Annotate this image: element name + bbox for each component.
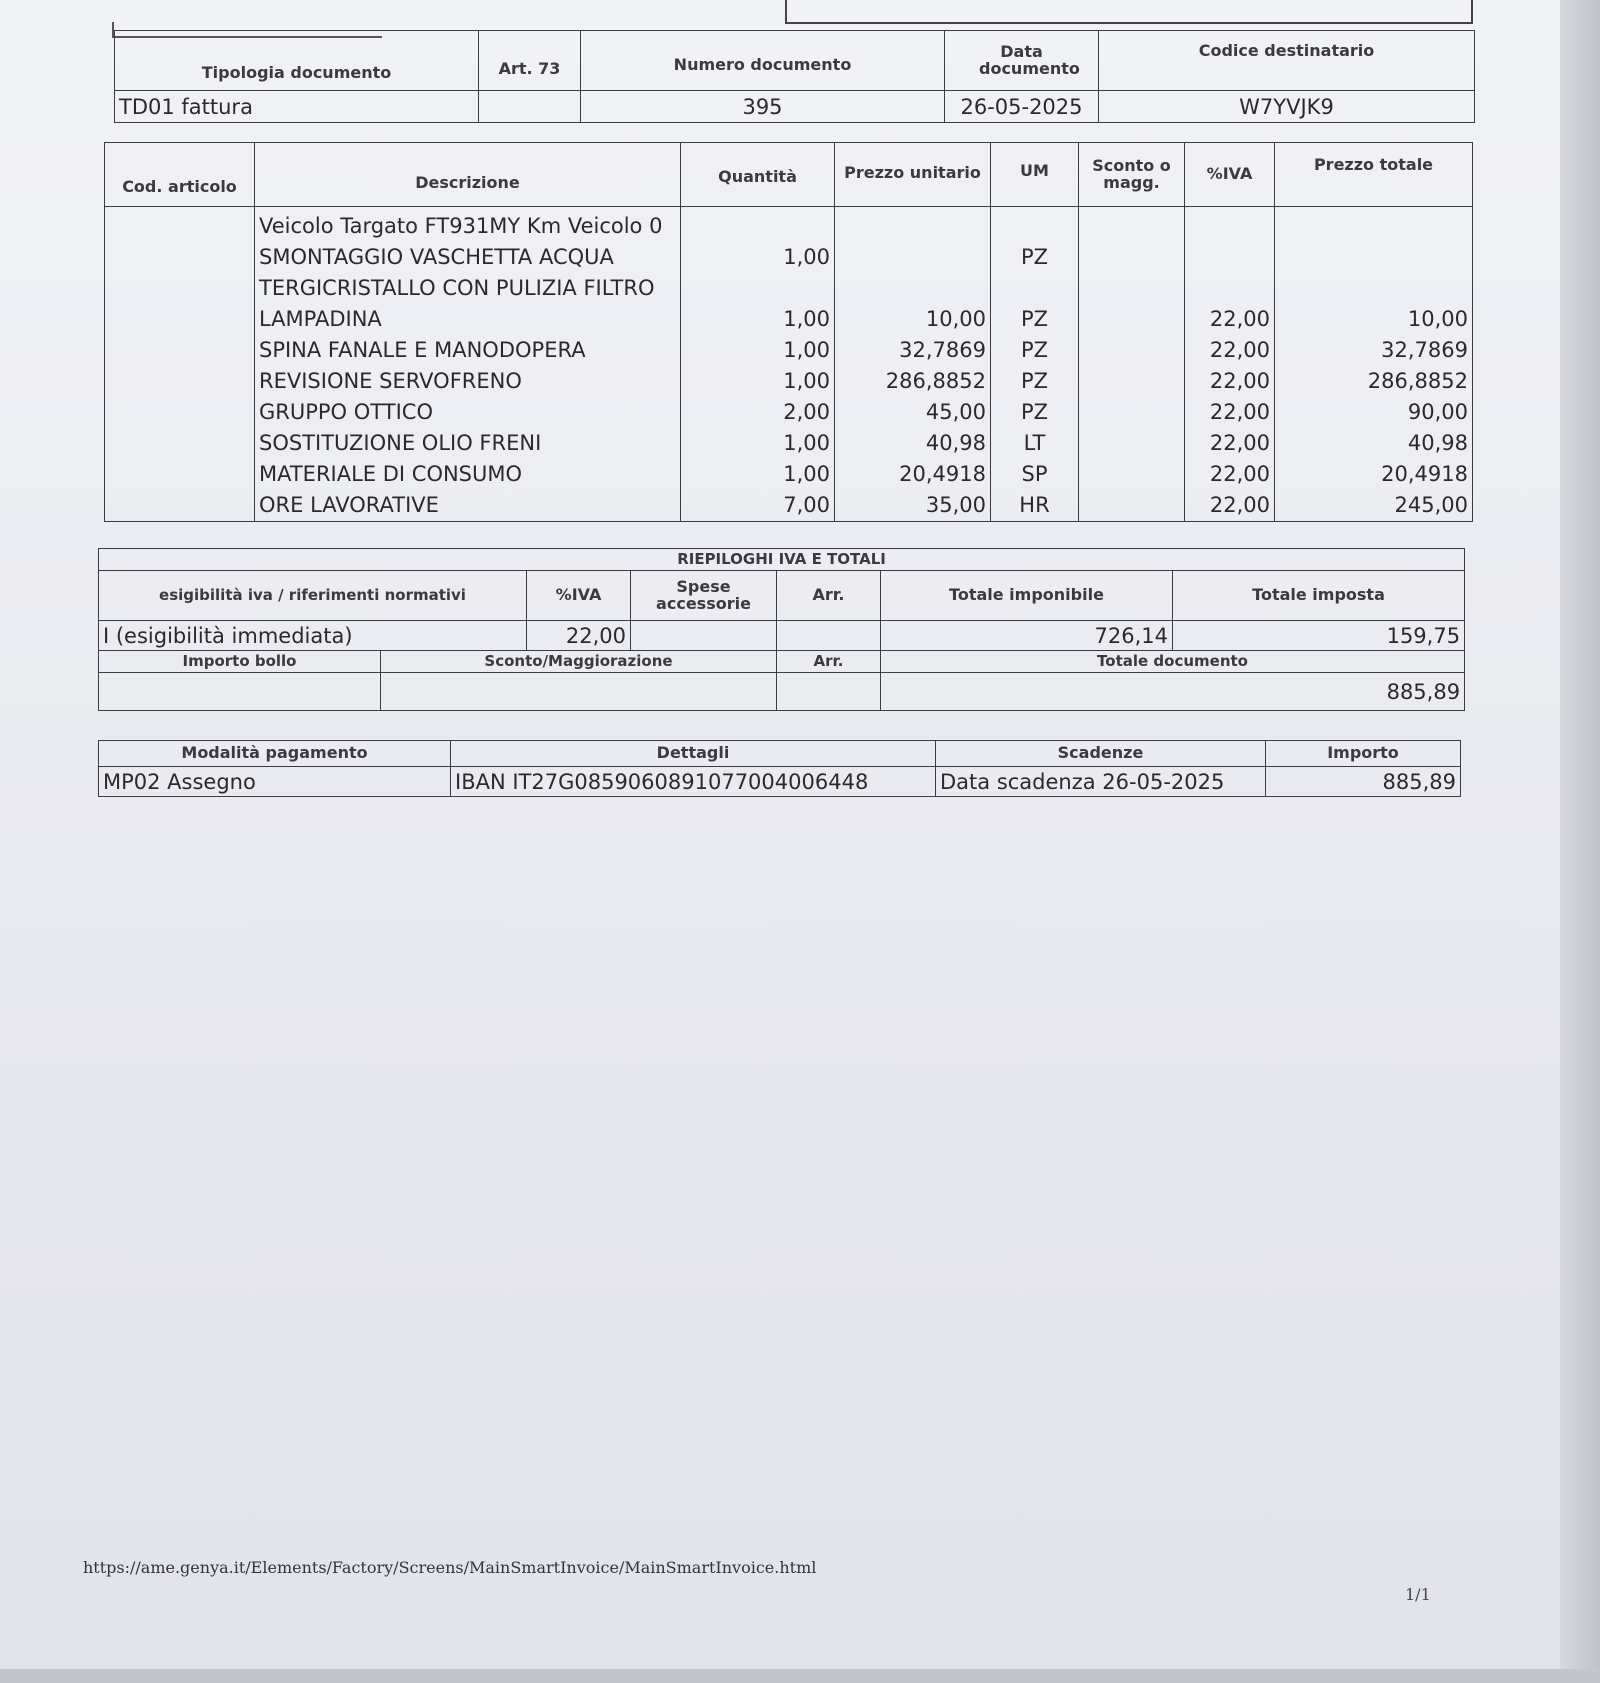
item-qty: 1,00 bbox=[783, 338, 830, 362]
item-iva: 22,00 bbox=[1209, 462, 1270, 486]
header-data-value: 26-05-2025 bbox=[945, 91, 1099, 123]
summary-sconto-value bbox=[381, 673, 777, 711]
item-qty bbox=[685, 273, 830, 304]
items-col-iva: %IVA bbox=[1185, 143, 1275, 207]
item-iva: 22,00 bbox=[1209, 369, 1270, 393]
summary-imponibile-value: 726,14 bbox=[881, 621, 1173, 651]
item-um: PZ bbox=[1020, 338, 1049, 362]
item-qty: 1,00 bbox=[783, 431, 830, 455]
summary-esigibilita-value: I (esigibilità immediata) bbox=[99, 621, 527, 651]
item-total: 20,4918 bbox=[1381, 462, 1468, 486]
item-um: LT bbox=[1023, 431, 1046, 455]
summary-col-spese: Spese accessorie bbox=[631, 571, 777, 621]
item-price bbox=[839, 211, 986, 242]
item-um bbox=[995, 211, 1074, 242]
item-um: PZ bbox=[1020, 400, 1049, 424]
items-col-cod: Cod. articolo bbox=[105, 143, 255, 207]
item-price bbox=[839, 273, 986, 304]
item-total: 32,7869 bbox=[1381, 338, 1468, 362]
summary-bollo-value bbox=[99, 673, 381, 711]
summary-imposta-value: 159,75 bbox=[1173, 621, 1465, 651]
item-price: 20,4918 bbox=[899, 462, 986, 486]
summary-col-bollo: Importo bollo bbox=[99, 651, 381, 673]
item-iva: 22,00 bbox=[1209, 338, 1270, 362]
items-col-sconto: Sconto o magg. bbox=[1079, 143, 1185, 207]
payment-modalita-value: MP02 Assegno bbox=[99, 767, 451, 797]
payment-dettagli-value: IBAN IT27G0859060891077004006448 bbox=[451, 767, 936, 797]
header-col-tipologia: Tipologia documento bbox=[115, 31, 479, 91]
items-desc-column bbox=[255, 207, 681, 522]
item-desc: REVISIONE SERVOFRENO bbox=[259, 369, 522, 393]
items-table bbox=[104, 142, 1473, 522]
header-col-art73: Art. 73 bbox=[479, 31, 581, 91]
summary-spese-value bbox=[631, 621, 777, 651]
payment-col-modalita: Modalità pagamento bbox=[99, 741, 451, 767]
item-total bbox=[1279, 273, 1468, 304]
item-um: SP bbox=[1021, 462, 1048, 486]
top-box-border bbox=[785, 0, 1473, 24]
summary-title: RIEPILOGHI IVA E TOTALI bbox=[99, 549, 1465, 571]
header-col-numero: Numero documento bbox=[581, 31, 945, 91]
item-price: 10,00 bbox=[925, 307, 986, 331]
items-col-quantita: Quantità bbox=[681, 143, 835, 207]
payment-table bbox=[98, 740, 1461, 797]
items-col-descrizione: Descrizione bbox=[255, 143, 681, 207]
item-total: 286,8852 bbox=[1367, 369, 1468, 393]
header-codice-value: W7YVJK9 bbox=[1099, 91, 1475, 123]
payment-col-scadenze: Scadenze bbox=[936, 741, 1266, 767]
item-iva bbox=[1189, 211, 1270, 242]
item-iva bbox=[1189, 273, 1270, 304]
item-price: 286,8852 bbox=[885, 369, 986, 393]
item-iva: 22,00 bbox=[1209, 493, 1270, 517]
item-qty bbox=[685, 211, 830, 242]
payment-col-importo: Importo bbox=[1266, 741, 1461, 767]
items-col-um: UM bbox=[991, 143, 1079, 207]
document-header-table bbox=[114, 30, 1475, 123]
item-iva bbox=[1189, 242, 1270, 273]
item-total: 245,00 bbox=[1394, 493, 1468, 517]
item-desc: LAMPADINA bbox=[259, 307, 382, 331]
summary-col-sconto: Sconto/Maggiorazione bbox=[381, 651, 777, 673]
summary-col-imposta: Totale imposta bbox=[1173, 571, 1465, 621]
items-iva-column bbox=[1185, 207, 1275, 522]
item-iva: 22,00 bbox=[1209, 431, 1270, 455]
items-qty-column bbox=[681, 207, 835, 522]
items-col-prezzo-totale: Prezzo totale bbox=[1275, 143, 1473, 207]
item-desc: SOSTITUZIONE OLIO FRENI bbox=[259, 431, 542, 455]
items-col-prezzo-unitario: Prezzo unitario bbox=[835, 143, 991, 207]
summary-col-arr: Arr. bbox=[777, 571, 881, 621]
item-um: PZ bbox=[1020, 245, 1049, 269]
item-desc: MATERIALE DI CONSUMO bbox=[259, 462, 523, 486]
item-total bbox=[1279, 242, 1468, 273]
item-iva: 22,00 bbox=[1209, 307, 1270, 331]
item-um: PZ bbox=[1020, 369, 1049, 393]
payment-importo-value: 885,89 bbox=[1266, 767, 1461, 797]
header-art73-value bbox=[479, 91, 581, 123]
item-desc: SMONTAGGIO VASCHETTA ACQUA bbox=[259, 245, 614, 269]
items-cod-column bbox=[105, 207, 255, 522]
item-iva: 22,00 bbox=[1209, 400, 1270, 424]
summary-col-iva: %IVA bbox=[527, 571, 631, 621]
vat-summary-table bbox=[98, 548, 1465, 711]
item-total: 90,00 bbox=[1407, 400, 1468, 424]
summary-col-esigibilita: esigibilità iva / riferimenti normativi bbox=[99, 571, 527, 621]
summary-col-arr2: Arr. bbox=[777, 651, 881, 673]
header-numero-value: 395 bbox=[581, 91, 945, 123]
item-qty: 7,00 bbox=[783, 493, 830, 517]
page-number: 1/1 bbox=[1405, 1585, 1431, 1604]
header-tipologia-value: TD01 fattura bbox=[115, 91, 479, 123]
item-qty: 1,00 bbox=[783, 245, 830, 269]
item-desc: SPINA FANALE E MANODOPERA bbox=[259, 338, 586, 362]
summary-iva-value: 22,00 bbox=[527, 621, 631, 651]
summary-col-totale-documento: Totale documento bbox=[881, 651, 1465, 673]
header-col-data: Data documento bbox=[945, 31, 1099, 91]
items-um-column bbox=[991, 207, 1079, 522]
item-desc: ORE LAVORATIVE bbox=[259, 493, 439, 517]
summary-totale-documento-value: 885,89 bbox=[881, 673, 1465, 711]
item-total: 10,00 bbox=[1407, 307, 1468, 331]
item-um bbox=[995, 273, 1074, 304]
item-qty: 1,00 bbox=[783, 307, 830, 331]
payment-scadenze-value: Data scadenza 26-05-2025 bbox=[936, 767, 1266, 797]
header-col-codice: Codice destinatario bbox=[1099, 31, 1475, 91]
summary-arr-value bbox=[777, 621, 881, 651]
item-desc: TERGICRISTALLO CON PULIZIA FILTRO bbox=[259, 276, 655, 300]
summary-col-imponibile: Totale imponibile bbox=[881, 571, 1173, 621]
item-price: 45,00 bbox=[925, 400, 986, 424]
item-um: HR bbox=[1019, 493, 1050, 517]
item-total: 40,98 bbox=[1407, 431, 1468, 455]
item-um: PZ bbox=[1020, 307, 1049, 331]
item-total bbox=[1279, 211, 1468, 242]
item-qty: 1,00 bbox=[783, 462, 830, 486]
item-price: 40,98 bbox=[925, 431, 986, 455]
item-qty: 1,00 bbox=[783, 369, 830, 393]
item-price: 32,7869 bbox=[899, 338, 986, 362]
item-qty: 2,00 bbox=[783, 400, 830, 424]
item-price bbox=[839, 242, 986, 273]
summary-arr2-value bbox=[777, 673, 881, 711]
items-total-column bbox=[1275, 207, 1473, 522]
page-edge bbox=[1560, 0, 1600, 1683]
item-desc: GRUPPO OTTICO bbox=[259, 400, 433, 424]
items-price-column bbox=[835, 207, 991, 522]
item-price: 35,00 bbox=[925, 493, 986, 517]
payment-col-dettagli: Dettagli bbox=[451, 741, 936, 767]
footer-url: https://ame.genya.it/Elements/Factory/Screens/MainSmartInvoice/MainSmartInvoice.html bbox=[83, 1558, 817, 1577]
item-desc: Veicolo Targato FT931MY Km Veicolo 0 bbox=[259, 214, 663, 238]
items-sconto-column bbox=[1079, 207, 1185, 522]
page-bottom-edge bbox=[0, 1669, 1600, 1683]
